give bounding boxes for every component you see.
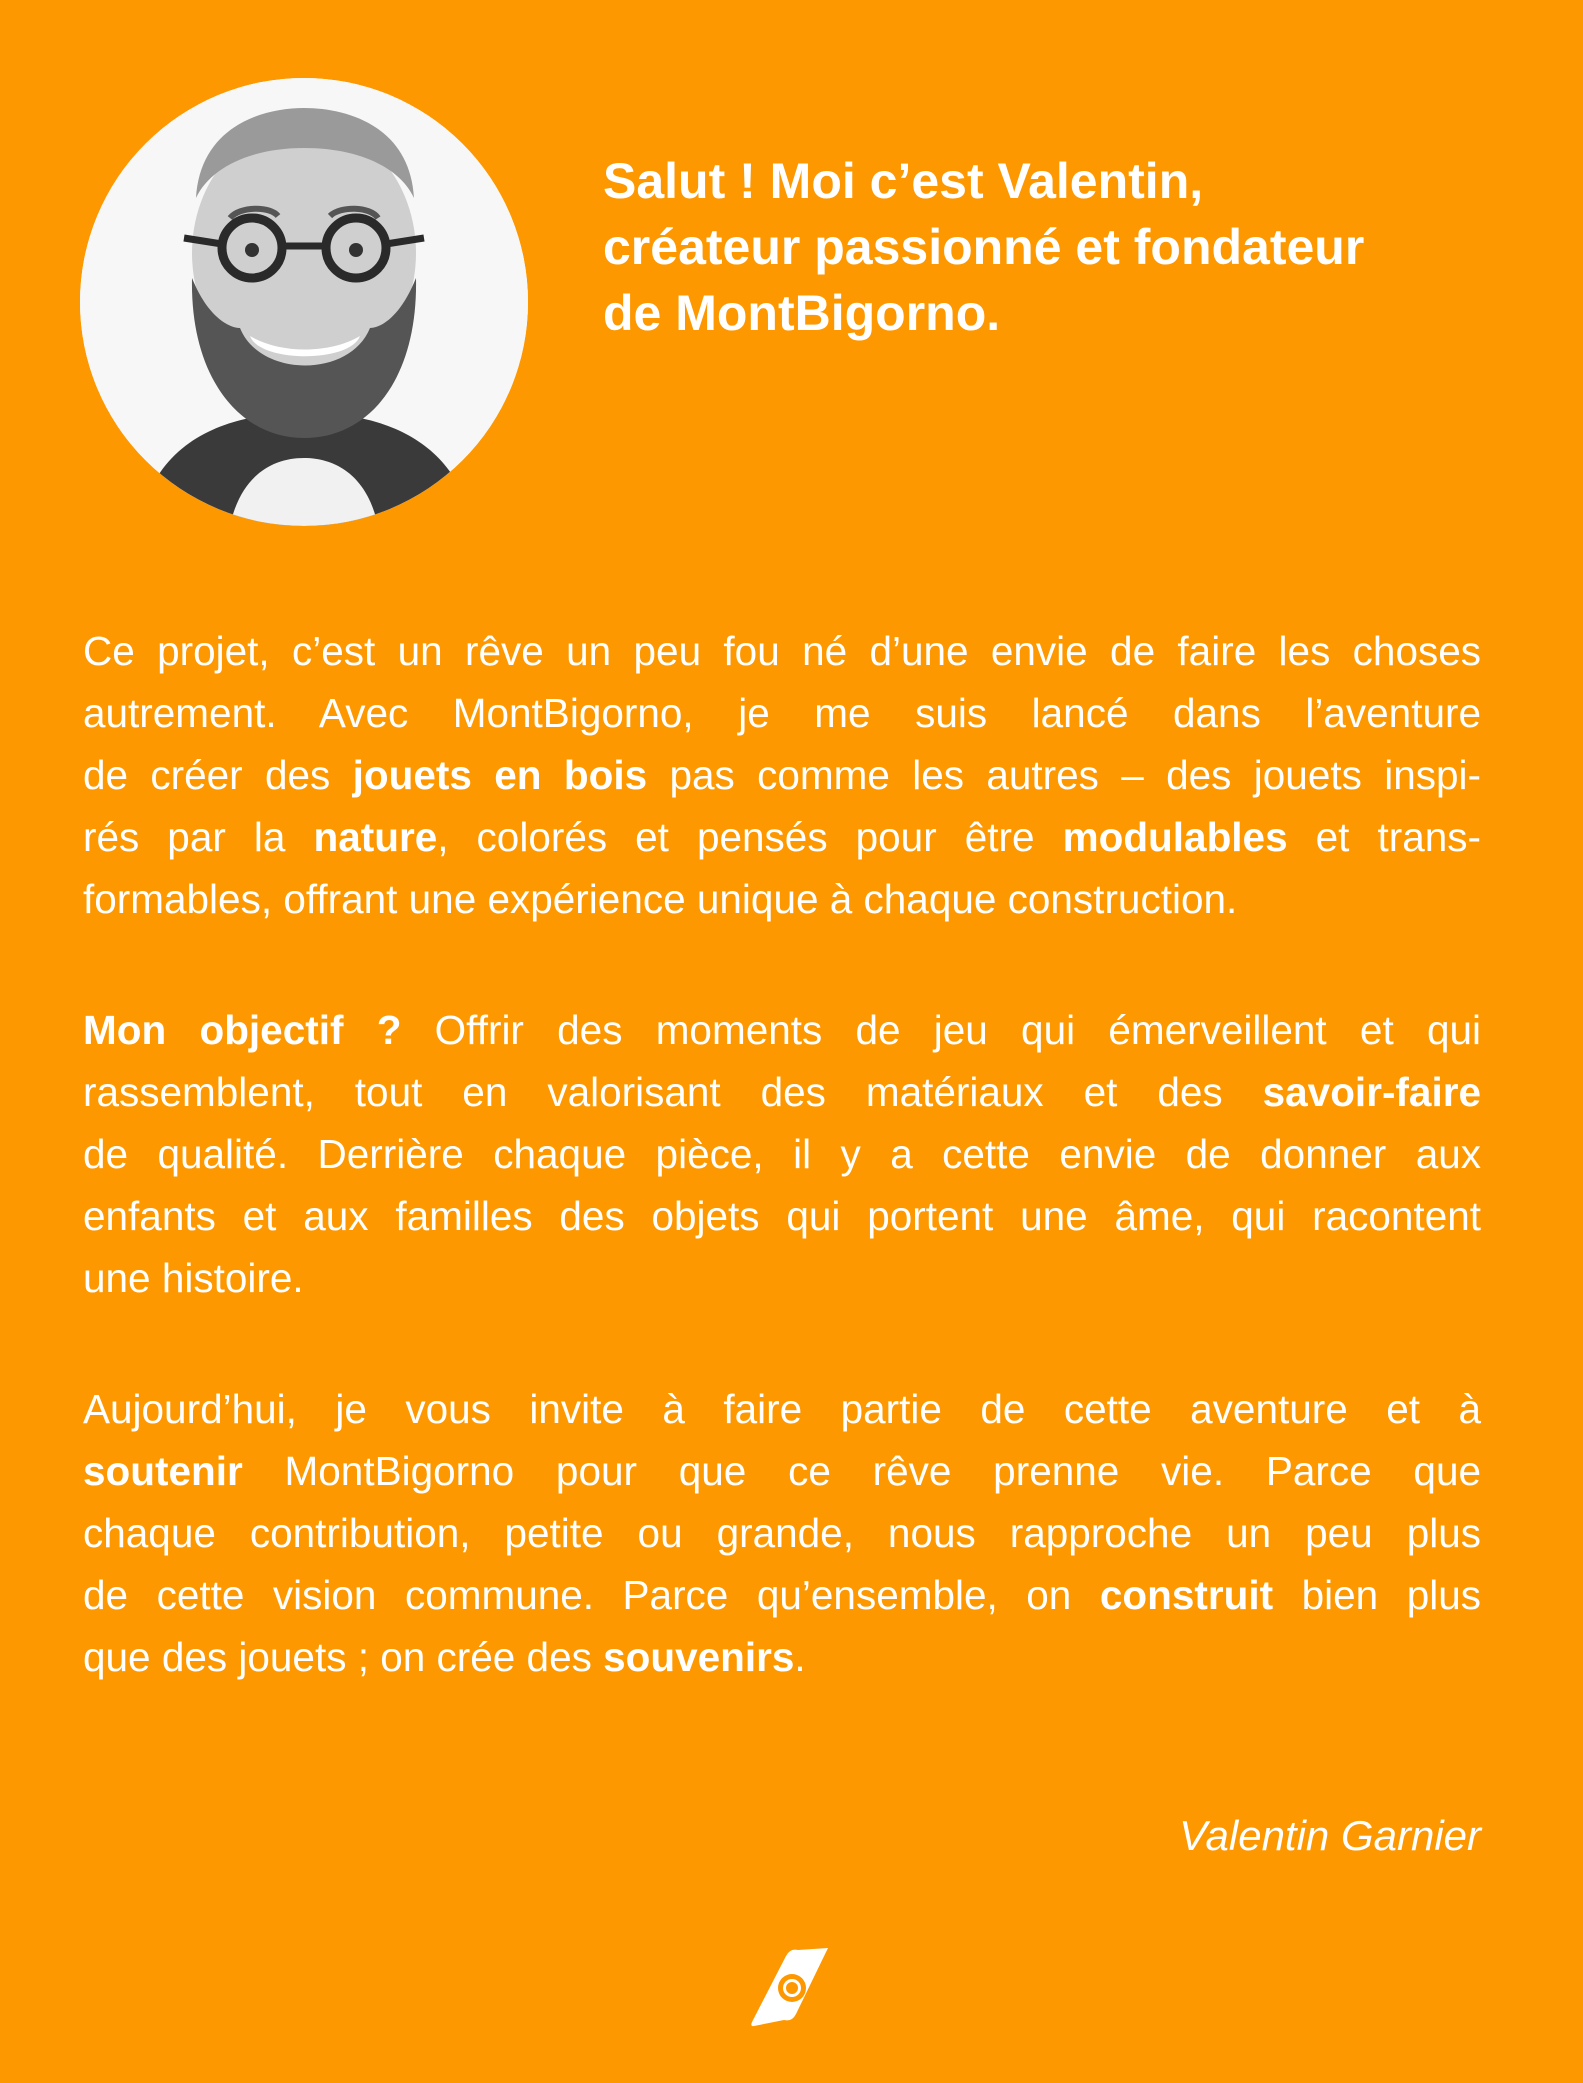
headline xyxy=(603,148,1523,346)
text-line xyxy=(83,1247,1481,1309)
body-text: formables, offrant une expérience unique à chaque construction. xyxy=(83,876,1238,922)
text-line xyxy=(83,999,1481,1061)
headline-line: créateur passionné et fondateur xyxy=(603,219,1365,275)
emphasis-text: souvenirs xyxy=(603,1634,795,1680)
body-text: rés par la xyxy=(83,814,314,860)
body-text: Ce projet, c’est un rêve un peu fou né d’une envie de faire les choses xyxy=(83,628,1481,674)
text-line xyxy=(83,620,1481,682)
body-text: Aujourd’hui, je vous invite à faire partie de cette aventure et à xyxy=(83,1386,1481,1432)
body-text: de cette vision commune. Parce qu’ensemble, on xyxy=(83,1572,1100,1618)
emphasis-text: savoir-faire xyxy=(1262,1069,1481,1115)
body-text: pas comme les autres – des jouets inspi- xyxy=(647,752,1481,798)
body-text: MontBigorno pour que ce rêve prenne vie. Parce que xyxy=(242,1448,1481,1494)
body-text: bien plus xyxy=(1273,1572,1482,1618)
text-line xyxy=(83,806,1481,868)
emphasis-text: construit xyxy=(1099,1572,1274,1618)
text-line xyxy=(83,744,1481,806)
body-text: autrement. Avec MontBigorno, je me suis lancé dans l’aventure xyxy=(83,690,1481,736)
text-line xyxy=(83,682,1481,744)
text-line xyxy=(83,1502,1481,1564)
letter-body xyxy=(83,620,1481,1757)
emphasis-text: modulables xyxy=(1062,814,1288,860)
paragraph xyxy=(83,999,1481,1309)
headline-line: de MontBigorno. xyxy=(603,285,1001,341)
text-line xyxy=(83,1061,1481,1123)
body-text: de créer des xyxy=(83,752,353,798)
paragraph xyxy=(83,620,1481,930)
emphasis-text: jouets en bois xyxy=(352,752,648,798)
text-line xyxy=(83,868,1481,930)
text-line xyxy=(83,1440,1481,1502)
body-text: . xyxy=(794,1634,806,1680)
text-line xyxy=(83,1378,1481,1440)
emphasis-text: nature xyxy=(313,814,438,860)
body-text: et trans- xyxy=(1287,814,1482,860)
body-text: que des jouets ; on crée des xyxy=(83,1634,604,1680)
body-text: chaque contribution, petite ou grande, nous rapproche un peu plus xyxy=(83,1510,1481,1556)
montbigorno-logo-icon xyxy=(740,1936,840,2036)
headline-line: Salut ! Moi c’est Valentin, xyxy=(603,153,1204,209)
body-text: enfants et aux familles des objets qui portent une âme, qui racontent xyxy=(83,1193,1481,1239)
signature: Valentin Garnier xyxy=(1179,1812,1481,1859)
body-text: Offrir des moments de jeu qui émerveillent et qui xyxy=(401,1007,1481,1053)
founder-portrait xyxy=(80,78,528,526)
body-text: , colorés et pensés pour être xyxy=(437,814,1063,860)
text-line xyxy=(83,1123,1481,1185)
emphasis-text: Mon objectif ? xyxy=(83,1007,402,1053)
text-line xyxy=(83,1185,1481,1247)
text-line xyxy=(83,1564,1481,1626)
paragraph xyxy=(83,1378,1481,1688)
body-text: de qualité. Derrière chaque pièce, il y a cette envie de donner aux xyxy=(83,1131,1481,1177)
emphasis-text: soutenir xyxy=(83,1448,243,1494)
body-text: rassemblent, tout en valorisant des matériaux et des xyxy=(83,1069,1263,1115)
body-text: une histoire. xyxy=(83,1255,304,1301)
text-line xyxy=(83,1626,1481,1688)
